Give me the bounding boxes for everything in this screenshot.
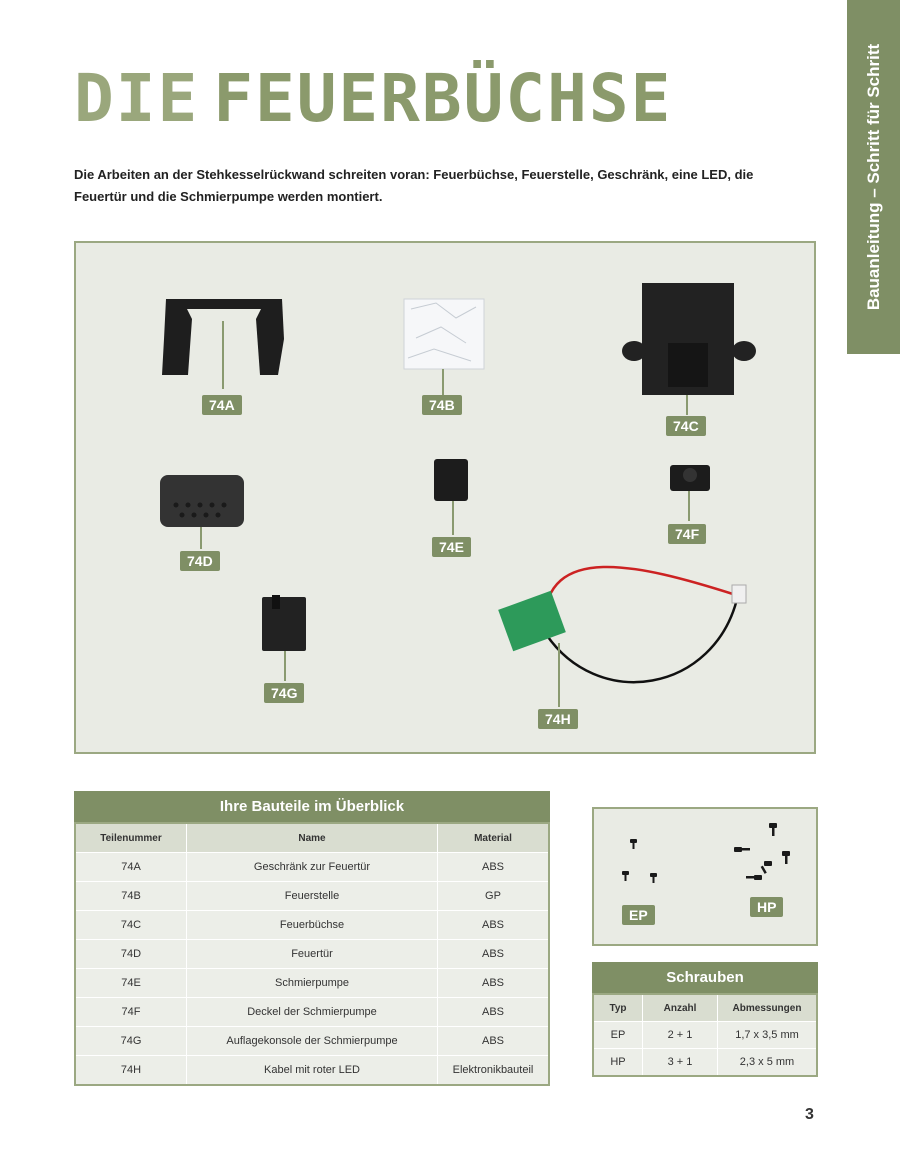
leader-line-74e (452, 501, 454, 535)
screws-table-title: Schrauben (592, 962, 818, 993)
table-row (593, 1049, 817, 1077)
parts-overview-table (74, 791, 550, 1086)
part-material-cell: ABS (438, 940, 550, 969)
label-74h: 74H (538, 709, 578, 729)
table-row (593, 1022, 817, 1049)
part-material-cell: ABS (438, 998, 550, 1027)
part-material-cell: GP (438, 882, 550, 911)
part-name-cell: Feuerbüchse (187, 911, 438, 940)
part-name-cell: Feuertür (187, 940, 438, 969)
leader-line-74c (686, 395, 688, 415)
part-name-cell: Feuerstelle (187, 882, 438, 911)
screws-table (592, 962, 818, 1077)
screws-header-dimensions: Abmessungen (718, 994, 818, 1022)
label-74c: 74C (666, 416, 706, 436)
screws-table-header-row (593, 994, 817, 1022)
screw-count-cell: 2 + 1 (643, 1022, 718, 1049)
part-material-cell: ABS (438, 853, 550, 882)
screw-type-cell: HP (593, 1049, 643, 1077)
part-74c-image (622, 283, 756, 395)
label-hp: HP (750, 897, 783, 917)
label-74g: 74G (264, 683, 304, 703)
leader-line-74h (558, 643, 560, 707)
screw-type-cell: EP (593, 1022, 643, 1049)
part-74e-image (434, 459, 468, 501)
screws-header-type: Typ (593, 994, 643, 1022)
part-number-cell: 74C (75, 911, 187, 940)
part-number-cell: 74A (75, 853, 187, 882)
screw-dimension-cell: 2,3 x 5 mm (718, 1049, 818, 1077)
intro-paragraph: Die Arbeiten an der Stehkesselrückwand schreiten voran: Feuerbüchse, Feuerstelle, Geschränk, eine LED, die Feuertür und die Schmierpumpe werden montiert. (74, 167, 754, 204)
screw-dimension-cell: 1,7 x 3,5 mm (718, 1022, 818, 1049)
leader-line-74a (222, 321, 224, 389)
table-row (75, 882, 549, 911)
part-number-cell: 74G (75, 1027, 187, 1056)
table-row (75, 911, 549, 940)
page-title-word-2: FEUERBÜCHSE (213, 60, 673, 137)
parts-header-material: Material (438, 823, 550, 853)
leader-line-74b (442, 369, 444, 395)
part-number-cell: 74E (75, 969, 187, 998)
leader-line-74g (284, 651, 286, 681)
part-material-cell: ABS (438, 911, 550, 940)
table-row (75, 1056, 549, 1086)
label-ep: EP (622, 905, 655, 925)
leader-line-74f (688, 491, 690, 521)
parts-illustration (76, 243, 818, 756)
part-74d-image (160, 475, 244, 527)
page-title (74, 60, 673, 137)
part-material-cell: ABS (438, 1027, 550, 1056)
label-74f: 74F (668, 524, 706, 544)
parts-table-header-row (75, 823, 549, 853)
label-74b: 74B (422, 395, 462, 415)
parts-header-number: Teilenummer (75, 823, 187, 853)
table-row (75, 998, 549, 1027)
page-title-word-1: DIE (74, 60, 200, 137)
part-74g-image (262, 595, 306, 651)
table-row (75, 853, 549, 882)
part-name-cell: Schmierpumpe (187, 969, 438, 998)
part-name-cell: Kabel mit roter LED (187, 1056, 438, 1086)
part-name-cell: Deckel der Schmierpumpe (187, 998, 438, 1027)
part-material-cell: ABS (438, 969, 550, 998)
table-row (75, 1027, 549, 1056)
label-74e: 74E (432, 537, 471, 557)
part-74h-image (498, 567, 746, 682)
parts-header-name: Name (187, 823, 438, 853)
parts-photo (74, 241, 816, 754)
part-74f-image (670, 465, 710, 491)
chapter-side-tab-label: Bauanleitung – Schritt für Schritt (863, 43, 883, 311)
screws-photo (592, 807, 818, 946)
table-row (75, 969, 549, 998)
part-74b-image (404, 299, 484, 369)
label-74a: 74A (202, 395, 242, 415)
part-name-cell: Geschränk zur Feuertür (187, 853, 438, 882)
part-material-cell: Elektronikbauteil (438, 1056, 550, 1086)
part-number-cell: 74B (75, 882, 187, 911)
leader-line-74d (200, 527, 202, 549)
part-number-cell: 74H (75, 1056, 187, 1086)
screw-count-cell: 3 + 1 (643, 1049, 718, 1077)
part-name-cell: Auflagekonsole der Schmierpumpe (187, 1027, 438, 1056)
parts-table-title: Ihre Bauteile im Überblick (74, 791, 550, 822)
screws-header-count: Anzahl (643, 994, 718, 1022)
part-number-cell: 74D (75, 940, 187, 969)
part-number-cell: 74F (75, 998, 187, 1027)
label-74d: 74D (180, 551, 220, 571)
table-row (75, 940, 549, 969)
page-number: 3 (805, 1106, 814, 1123)
chapter-side-tab (847, 0, 900, 354)
